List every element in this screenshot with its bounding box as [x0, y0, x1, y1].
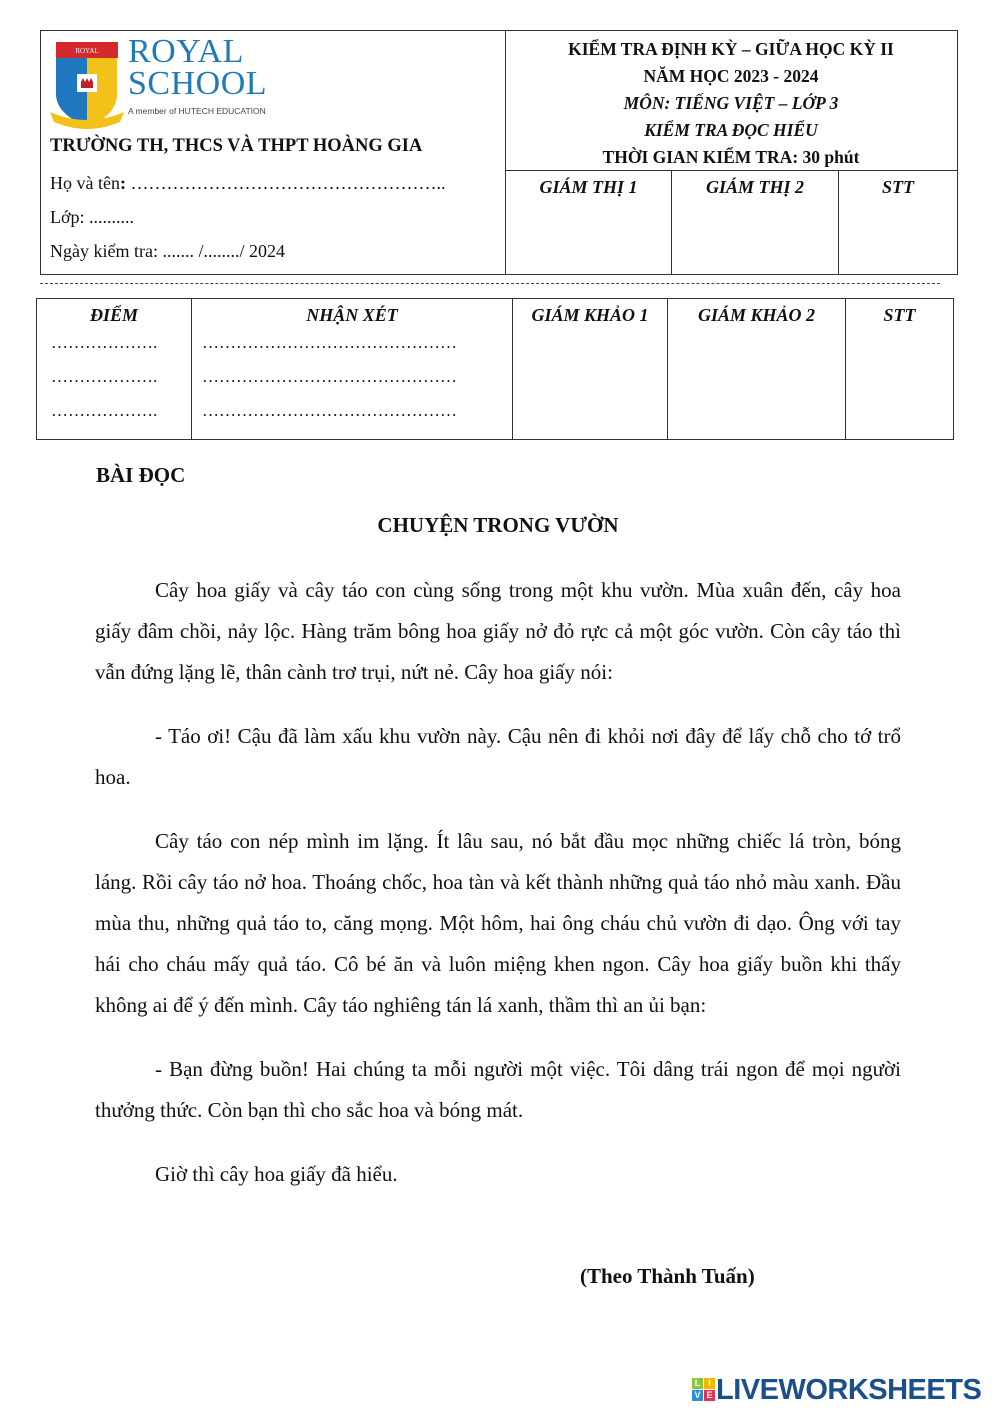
exam-header — [505, 36, 957, 171]
score-dots[interactable]: ………………. ………………. ………………. — [51, 333, 158, 420]
subject: MÔN: TIẾNG VIỆT – LỚP 3 — [623, 93, 839, 113]
paragraph: - Bạn đừng buồn! Hai chúng ta mỗi người một việc. Tôi dâng trái ngon để mọi người thưởng thức. Còn bạn thì cho sắc hoa và bóng mát. — [95, 1057, 901, 1122]
paragraph: Giờ thì cây hoa giấy đã hiểu. — [155, 1162, 398, 1186]
test-date-field[interactable]: Ngày kiểm tra: ....... /......../ 2024 — [50, 241, 285, 261]
brand-tagline: A member of HUTECH EDUCATION — [128, 106, 266, 116]
royal-school-crest-logo — [50, 38, 124, 130]
comment-dots[interactable]: ……………………………………… ……………………………………… ……………………………………… — [202, 333, 457, 420]
story-title: CHUYỆN TRONG VƯỜN — [377, 513, 619, 537]
score-header: ĐIỂM — [89, 305, 138, 325]
paragraph: Cây hoa giấy và cây táo con cùng sống trong một khu vườn. Mùa xuân đến, cây hoa giấy đâm chồi, nảy lộc. Hàng trăm bông hoa giấy nở đỏ rực cả một góc vườn. Còn cây táo thì vẫn đứng lặng lẽ, thân cành trơ trụi, nứt nẻ. Cây hoa giấy nói: — [95, 578, 901, 684]
grading-table — [36, 298, 954, 440]
svg-text:ROYAL: ROYAL — [75, 47, 99, 55]
paragraph: Cây táo con nép mình im lặng. Ít lâu sau, nó bắt đầu mọc những chiếc lá tròn, bóng láng. Rồi cây táo nở hoa. Thoáng chốc, hoa tàn và kết thành những quả táo nhỏ màu xanh. Đầu mùa thu, những quả táo to, căng mọng. Một hôm, hai ông cháu chủ vườn đi dạo. Ông với tay hái cho cháu mấy quả táo. Cô bé ăn và luôn miệng khen ngon. Cây hoa giấy buồn khi thấy không ai để ý đến mình. Cây táo nghiêng tán lá xanh, thầm thì an ủi bạn: — [95, 829, 901, 1017]
proctor-2-header: GIÁM THỊ 2 — [672, 171, 839, 275]
exam-title: KIỂM TRA ĐỊNH KỲ – GIỮA HỌC KỲ II — [568, 39, 894, 59]
stt-header: STT — [839, 171, 958, 275]
score-cell — [37, 299, 192, 440]
class-field[interactable]: Lớp: .......... — [50, 207, 135, 227]
paragraph: - Táo ơi! Cậu đã làm xấu khu vườn này. Cậu nên đi khỏi nơi đây để lấy chỗ cho tớ trổ hoa. — [95, 724, 901, 789]
grading-stt-header: STT — [846, 299, 954, 440]
comment-cell — [192, 299, 513, 440]
proctor-1-header: GIÁM THỊ 1 — [506, 171, 672, 275]
live-badge-icon: L I V E — [692, 1378, 715, 1401]
liveworksheets-watermark: LIVEWORKSHEETS — [716, 1374, 982, 1406]
school-year: NĂM HỌC 2023 - 2024 — [643, 66, 819, 86]
examiner-1-header: GIÁM KHẢO 1 — [513, 299, 668, 440]
story-source: (Theo Thành Tuấn) — [580, 1264, 755, 1288]
reading-label: BÀI ĐỌC — [96, 463, 186, 487]
student-name-field[interactable]: Họ và tên: …………………………………………….. — [50, 173, 446, 193]
school-name: TRƯỜNG TH, THCS VÀ THPT HOÀNG GIA — [50, 136, 423, 156]
examiner-2-header: GIÁM KHẢO 2 — [668, 299, 846, 440]
cut-line-divider — [40, 283, 940, 284]
section-title: KIỂM TRA ĐỌC HIỂU — [644, 120, 818, 140]
comment-header: NHẬN XÉT — [306, 305, 398, 325]
story-body — [95, 570, 901, 1218]
duration: THỜI GIAN KIỂM TRA: 30 phút — [602, 147, 860, 167]
brand-name: ROYAL SCHOOL — [128, 33, 268, 102]
